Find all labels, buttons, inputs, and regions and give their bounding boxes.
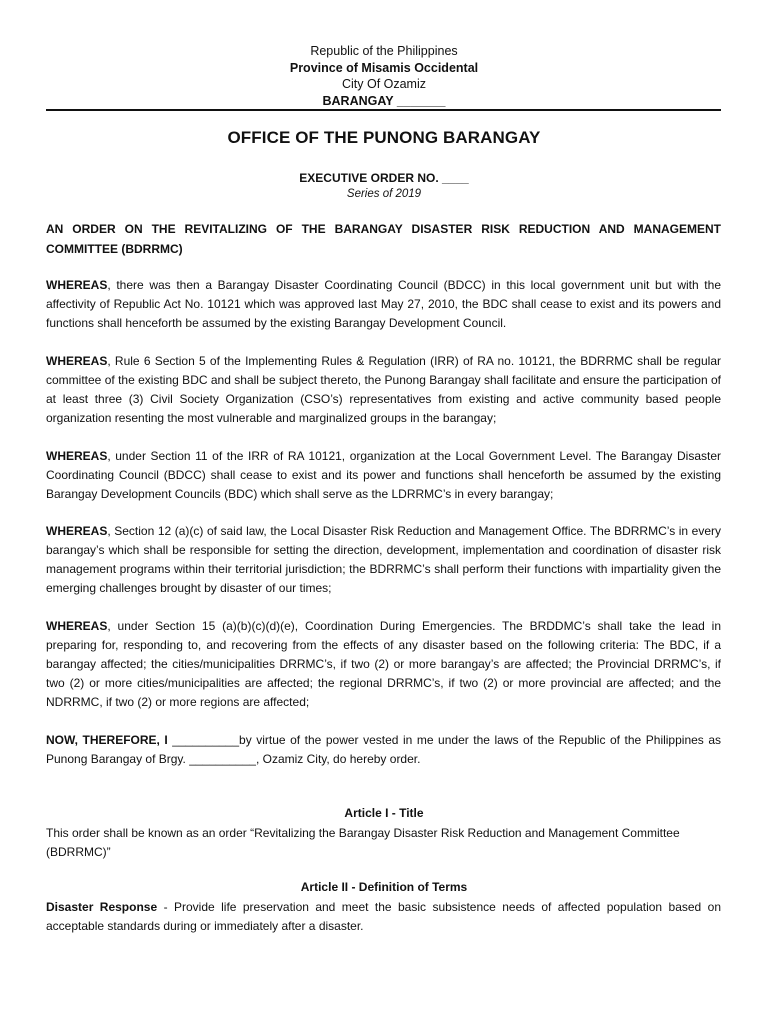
letterhead-republic: Republic of the Philippines (310, 44, 458, 58)
whereas-paragraph (46, 276, 721, 333)
paragraph-text: , Section 12 (a)(c) of said law, the Local Disaster Risk Reduction and Management Office. The BDRRMC’s in every barangay’s which shall be responsible for setting the direction, development, implementation and coordination of disaster risk management programs within their territorial jurisdiction; the BDRRMC’s shall perform their functions with impartiality given the emerging challenges brought by disaster of our times; (46, 524, 721, 595)
article-2-text (46, 898, 721, 936)
paragraph-text: __________by virtue of the power vested in me under the laws of the Republic of the Philippines as Punong Barangay of Brgy. __________, Ozamiz City, do hereby order. (46, 733, 722, 766)
now-therefore-paragraph (46, 731, 721, 769)
paragraph-lead: WHEREAS (46, 524, 108, 538)
article-1-text: This order shall be known as an order “Revitalizing the Barangay Disaster Risk Reduction and Management Committee (BDRRMC)” (46, 826, 680, 859)
order-title: AN ORDER ON THE REVITALIZING OF THE BARANGAY DISASTER RISK REDUCTION AND MANAGEMENT COMMITTEE (BDRRMC) (46, 222, 721, 256)
paragraph-lead: WHEREAS (46, 278, 108, 292)
paragraph-lead: WHEREAS (46, 449, 108, 463)
article-2-heading: Article II - Definition of Terms (300, 880, 468, 894)
letterhead-province: Province of Misamis Occidental (289, 60, 479, 75)
executive-order-series: Series of 2019 (346, 188, 422, 200)
whereas-paragraph (46, 617, 721, 712)
letterhead-city: City Of Ozamiz (341, 77, 427, 91)
paragraph-text: , Rule 6 Section 5 of the Implementing Rules & Regulation (IRR) of RA no. 10121, the BDRRMC shall be regular committee of the existing BDC and shall be subject thereto, the Punong Barangay shall facilitate and ensure the participation of at least three (3) Civil Society Organization (CSO’s) representatives from existing and active community based people organization resenting the most vulnerable and marginalized groups in the barangay; (46, 354, 721, 425)
letterhead (0, 43, 768, 109)
letterhead-barangay: BARANGAY _______ (322, 93, 446, 108)
paragraph-text: , under Section 11 of the IRR of RA 10121, organization at the Local Government Level. The Barangay Disaster Coordinating Council (BDCC) shall cease to exist and its power and functions shall henceforth be assumed by the existing Barangay Development Councils (BDC) which shall serve as the LDRRMC’s in every barangay; (46, 449, 721, 501)
executive-order-block (0, 170, 768, 202)
paragraph-lead: WHEREAS (46, 354, 108, 368)
executive-order-number: EXECUTIVE ORDER NO. ____ (299, 171, 469, 185)
paragraph-text: , there was then a Barangay Disaster Coordinating Council (BDCC) in this local government unit but with the affectivity of Republic Act No. 10121 which was approved last May 27, 2010, the BDC shall cease to exist and its powers and functions shall henceforth be assumed by the existing Barangay Development Council. (46, 278, 721, 330)
paragraph-text: , under Section 15 (a)(b)(c)(d)(e), Coordination During Emergencies. The BRDDMC’s shall take the lead in preparing for, responding to, and recovering from the effects of any disaster based on the following criteria: The BDC, if a barangay affected; the cities/municipalities DRRMC’s, if two (2) or more barangay’s are affected; the Provincial DRRMC’s, if two (2) or more cities/municipalities are affected; the regional DRRMC’s, if two (2) or more provincial are affected; and the NDRRMC, if two (2) or more regions are affected; (46, 619, 721, 709)
paragraph-lead: WHEREAS (46, 619, 108, 633)
article-2-definition: - Provide life preservation and meet the basic subsistence needs of affected population based on acceptable standards during or immediately after a disaster. (46, 900, 721, 933)
paragraph-lead: NOW, THEREFORE, I (46, 733, 168, 747)
article-2-term: Disaster Response (46, 900, 158, 914)
whereas-paragraph (46, 522, 721, 598)
whereas-paragraph (46, 447, 721, 504)
header-divider (46, 109, 721, 111)
office-title: OFFICE OF THE PUNONG BARANGAY (227, 128, 541, 147)
article-1-heading: Article I - Title (344, 806, 424, 820)
whereas-paragraph (46, 352, 721, 428)
